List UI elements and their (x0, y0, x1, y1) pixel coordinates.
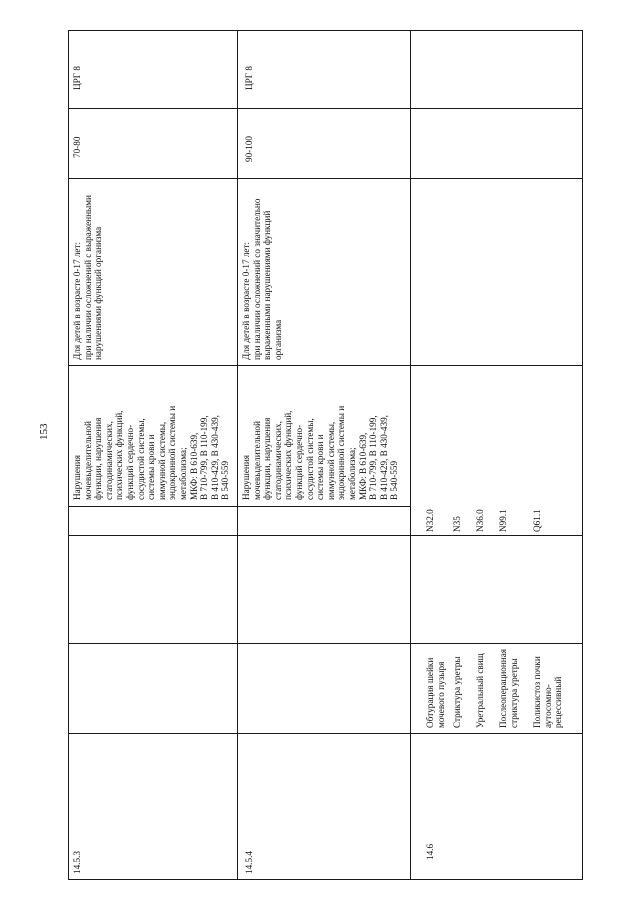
text-line: B 410-429, B 430-439, (209, 415, 220, 500)
text-line: при наличии осложнений с выраженными (82, 195, 93, 360)
text-line: статодинамических, (272, 421, 283, 500)
column-separator (68, 535, 583, 536)
text-line: мочевыделительной (82, 421, 93, 500)
group-value: ЦРГ 8 (72, 66, 82, 90)
text-line: Для детей в возрасте 0-17 лет: (72, 241, 82, 360)
icd-code: N32.0 (425, 509, 435, 532)
text-line: выраженными нарушениями функций (262, 210, 273, 360)
disease-name: Послеоперационная стриктура уретры (498, 648, 519, 728)
row-separator (410, 30, 411, 880)
row-code: 14.5.3 (72, 851, 82, 874)
column-separator (68, 733, 583, 734)
table-border-left (68, 30, 69, 880)
text-line: системы крови и (146, 434, 157, 500)
text-line: функций сердечно- (124, 424, 135, 500)
disorders-text (72, 406, 231, 500)
disorders-text (241, 406, 400, 500)
percent-value: 90-100 (244, 135, 254, 162)
icd-code: Q61.1 (532, 509, 542, 532)
text-line: эндокринной системы и (336, 405, 347, 500)
text-line: сосудистой системы, (304, 418, 315, 500)
icd-code: N35 (452, 516, 462, 532)
column-separator (68, 365, 583, 366)
icd-code: N36.0 (475, 509, 485, 532)
column-separator (68, 108, 583, 109)
column-separator (68, 178, 583, 179)
text-line: нарушениями функций организма (93, 226, 104, 360)
text-line: психических функций, (114, 410, 125, 500)
text-line: B 540-559 (220, 460, 231, 500)
text-line: B 710-799, B 110-199, (199, 415, 210, 500)
column-separator (68, 643, 583, 644)
icd-code: N99.1 (498, 509, 508, 532)
table-border-bottom (68, 879, 583, 880)
disease-name: Уретральный свищ (475, 653, 485, 728)
text-line: функций сердечно- (293, 424, 304, 500)
text-line: системы крови и (315, 434, 326, 500)
text-line: Нарушения (241, 455, 251, 500)
percent-value: 70-80 (72, 136, 82, 158)
row-code: 14.6 (425, 843, 435, 860)
text-line: функции, нарушения (93, 417, 104, 500)
text-line: эндокринной системы и (167, 405, 178, 500)
condition-text (72, 195, 104, 360)
text-line: психических функций, (283, 410, 294, 500)
text-line: статодинамических, (103, 421, 114, 500)
condition-text (241, 199, 283, 360)
text-line: функции, нарушения (262, 417, 273, 500)
text-line: при наличии осложнений со значительно (251, 198, 262, 360)
column-separator (68, 506, 410, 507)
table-border-right (582, 30, 583, 880)
text-line: иммунной системы, (156, 421, 167, 500)
group-value: ЦРГ 8 (244, 66, 254, 90)
text-line: иммунной системы, (325, 421, 336, 500)
disease-name: Поликистоз почки аутосомно- рецессивный (532, 656, 564, 728)
row-code: 14.5.4 (244, 851, 254, 874)
text-line: сосудистой системы, (135, 418, 146, 500)
text-line: Для детей в возрасте 0-17 лет: (241, 241, 251, 360)
text-line: B 540-559 (389, 460, 400, 500)
text-line: мочевыделительной (251, 421, 262, 500)
text-line: Нарушения (72, 455, 82, 500)
row-separator (237, 30, 238, 880)
table-border-top (68, 30, 583, 31)
text-line: метаболизма; (177, 447, 188, 500)
text-line: B 410-429, B 430-439, (378, 415, 389, 500)
text-line: B 710-799, B 110-199, (368, 415, 379, 500)
page-number: 153 (38, 423, 50, 440)
text-line: МКФ: B 610-639, (188, 432, 199, 500)
text-line: метаболизма; (346, 447, 357, 500)
text-line: МКФ: B 610-639, (357, 432, 368, 500)
text-line: организма (272, 319, 283, 360)
disease-name: Обтурация шейки мочевого пузыря (425, 657, 446, 728)
disease-name: Стриктура уретры (452, 656, 462, 728)
